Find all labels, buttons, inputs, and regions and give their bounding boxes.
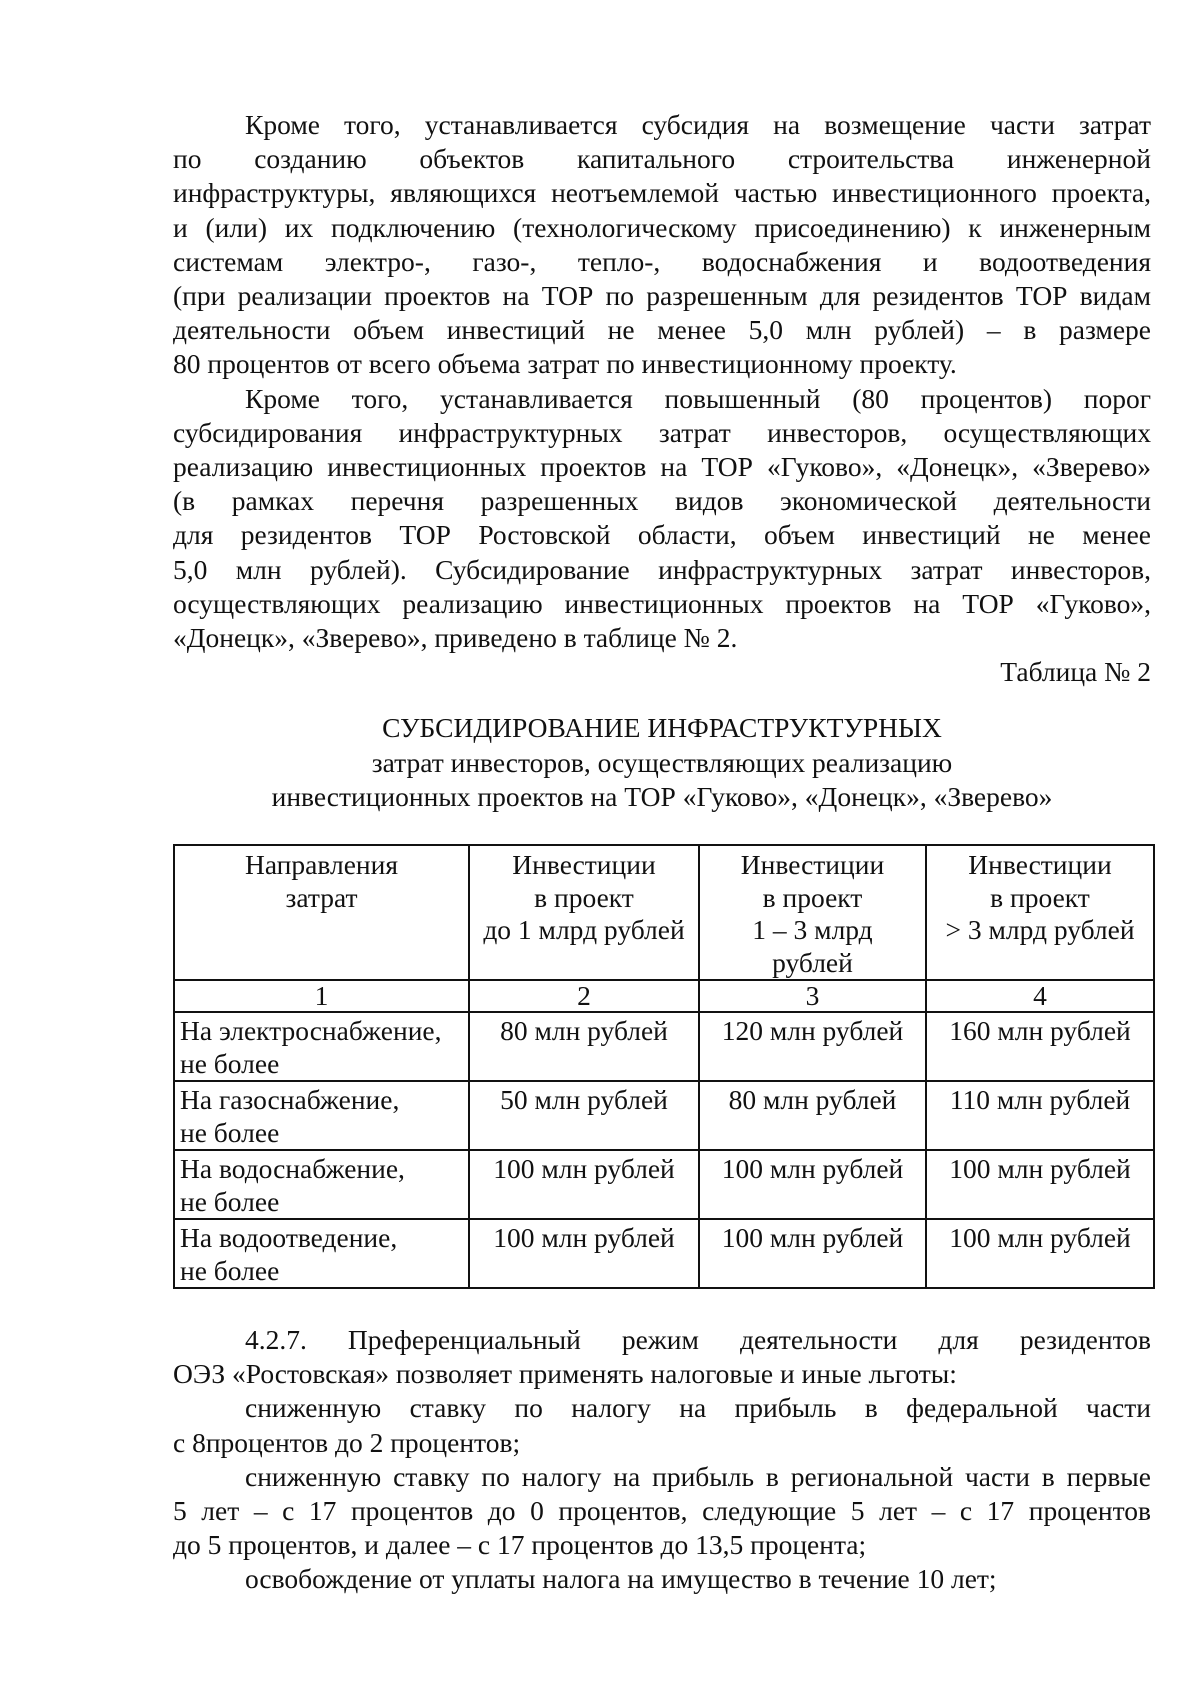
table-cell: 120 млн рублей bbox=[699, 1012, 926, 1081]
text-line: ОЭЗ «Ростовская» позволяет применять налоговые и иные льготы: bbox=[173, 1358, 957, 1390]
text-line: реализацию инвестиционных проектов на ТОР «Гуково», «Донецк», «Зверево» bbox=[173, 451, 1151, 483]
text-line: «Донецк», «Зверево», приведено в таблице № 2. bbox=[173, 622, 738, 654]
text-line: для резидентов ТОР Ростовской области, объем инвестиций не менее bbox=[173, 519, 1151, 551]
text-line: с 8процентов до 2 процентов; bbox=[173, 1426, 521, 1458]
text-line: Кроме того, устанавливается субсидия на возмещение части затрат bbox=[245, 109, 1151, 140]
text-line: 80 процентов от всего объема затрат по инвестиционному проекту. bbox=[173, 348, 957, 380]
table-header-row bbox=[174, 845, 1154, 980]
table-cell: 80 млн рублей bbox=[699, 1081, 926, 1150]
text-line: по созданию объектов капитального строительства инженерной bbox=[173, 143, 1151, 175]
text-line: (при реализации проектов на ТОР по разрешенным для резидентов ТОР видам bbox=[173, 280, 1151, 312]
table-cell: 100 млн рублей bbox=[699, 1219, 926, 1288]
table-subtitle: инвестиционных проектов на ТОР «Гуково», «Донецк», «Зверево» bbox=[271, 780, 1053, 812]
text-line: освобождение от уплаты налога на имущество в течение 10 лет; bbox=[245, 1563, 997, 1595]
text-line: осуществляющих реализацию инвестиционных проектов на ТОР «Гуково», bbox=[173, 587, 1151, 619]
header-cell: Инвестиции в проект 1 – 3 млрд рублей bbox=[699, 845, 926, 980]
text-line: (в рамках перечня разрешенных видов экономической деятельности bbox=[173, 485, 1151, 517]
table-title: СУБСИДИРОВАНИЕ ИНФРАСТРУКТУРНЫХ bbox=[382, 712, 942, 744]
column-number: 4 bbox=[926, 980, 1154, 1012]
text-line: и (или) их подключению (технологическому присоединению) к инженерным bbox=[173, 211, 1151, 243]
column-number: 1 bbox=[174, 980, 469, 1012]
paragraph-preferential-regime bbox=[173, 1323, 1151, 1391]
paragraph-federal-rate bbox=[173, 1391, 1151, 1459]
row-label: На водоснабжение, не более bbox=[174, 1150, 469, 1219]
row-label: На газоснабжение, не более bbox=[174, 1081, 469, 1150]
table-row bbox=[174, 1081, 1154, 1150]
text-line: 5 лет – с 17 процентов до 0 процентов, следующие 5 лет – с 17 процентов bbox=[173, 1495, 1151, 1527]
text-line: сниженную ставку по налогу на прибыль в региональной части в первые bbox=[245, 1460, 1151, 1492]
header-cell: Инвестиции в проект > 3 млрд рублей bbox=[926, 845, 1154, 980]
table-row bbox=[174, 1012, 1154, 1081]
column-number: 3 bbox=[699, 980, 926, 1012]
table-row bbox=[174, 1219, 1154, 1288]
text-line: 5,0 млн рублей). Субсидирование инфраструктурных затрат инвесторов, bbox=[173, 553, 1151, 585]
row-label: На водоотведение, не более bbox=[174, 1219, 469, 1288]
table-cell: 100 млн рублей bbox=[469, 1219, 699, 1288]
paragraph-subsidy bbox=[173, 108, 1151, 382]
table-label: Таблица № 2 bbox=[1000, 656, 1151, 688]
table-number-row bbox=[174, 980, 1154, 1012]
text-line: до 5 процентов, и далее – с 17 процентов до 13,5 процента; bbox=[173, 1529, 867, 1561]
table-cell: 100 млн рублей bbox=[699, 1150, 926, 1219]
text-line: 4.2.7. Преференциальный режим деятельности для резидентов bbox=[245, 1324, 1151, 1356]
paragraph-property-tax bbox=[173, 1562, 1151, 1596]
text-line: инфраструктуры, являющихся неотъемлемой частью инвестиционного проекта, bbox=[173, 177, 1151, 209]
document-page bbox=[173, 108, 1151, 1597]
paragraph-threshold bbox=[173, 382, 1151, 656]
subsidy-table bbox=[173, 844, 1155, 1289]
table-cell: 160 млн рублей bbox=[926, 1012, 1154, 1081]
table-cell: 100 млн рублей bbox=[926, 1219, 1154, 1288]
table-row bbox=[174, 1150, 1154, 1219]
text-line: системам электро-, газо-, тепло-, водоснабжения и водоотведения bbox=[173, 245, 1151, 277]
column-number: 2 bbox=[469, 980, 699, 1012]
paragraph-regional-rate bbox=[173, 1460, 1151, 1563]
table-cell: 100 млн рублей bbox=[926, 1150, 1154, 1219]
text-line: деятельности объем инвестиций не менее 5,0 млн рублей) – в размере bbox=[173, 314, 1151, 346]
row-label: На электроснабжение, не более bbox=[174, 1012, 469, 1081]
table-cell: 100 млн рублей bbox=[469, 1150, 699, 1219]
text-line: Кроме того, устанавливается повышенный (80 процентов) порог bbox=[245, 382, 1151, 414]
header-cell: Инвестиции в проект до 1 млрд рублей bbox=[469, 845, 699, 980]
table-cell: 110 млн рублей bbox=[926, 1081, 1154, 1150]
table-cell: 50 млн рублей bbox=[469, 1081, 699, 1150]
text-line: сниженную ставку по налогу на прибыль в федеральной части bbox=[245, 1392, 1151, 1424]
text-line: субсидирования инфраструктурных затрат инвесторов, осуществляющих bbox=[173, 416, 1151, 448]
table-subtitle: затрат инвесторов, осуществляющих реализацию bbox=[371, 746, 953, 778]
header-cell: Направления затрат bbox=[174, 845, 469, 980]
table-cell: 80 млн рублей bbox=[469, 1012, 699, 1081]
